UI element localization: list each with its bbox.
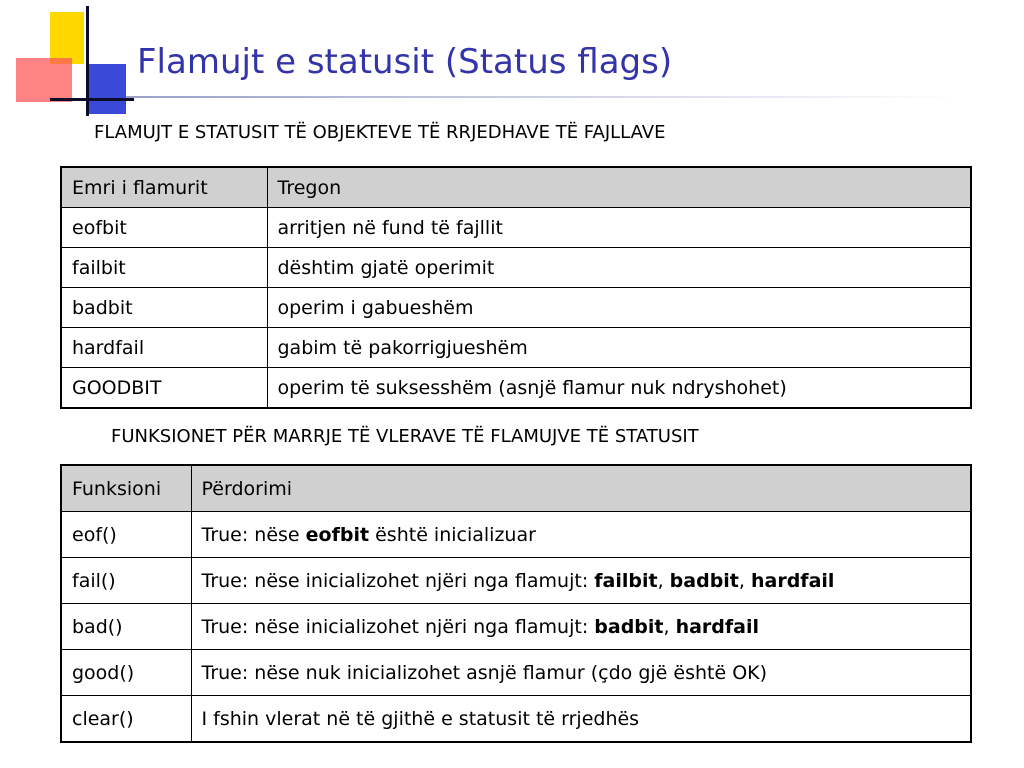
logo-red-square [16, 58, 72, 102]
table-row [61, 650, 971, 696]
table-row [61, 696, 971, 743]
usage-text: True: nëse inicializohet njëri nga flamujt: [201, 615, 595, 638]
column-header: Emri i flamurit [61, 167, 267, 208]
function-name-cell: eof() [61, 512, 191, 558]
flag-name-cell: failbit [61, 248, 267, 288]
flag-meaning-cell: gabim të pakorrigjueshëm [267, 328, 971, 368]
flag-meaning-cell: operim i gabueshëm [267, 288, 971, 328]
usage-flag-bold: hardfail [675, 615, 760, 638]
logo-horizontal-line [50, 98, 134, 101]
usage-separator: , [738, 569, 751, 592]
flag-name-cell: badbit [61, 288, 267, 328]
flags-table [60, 166, 972, 409]
table-header-row [61, 465, 971, 512]
logo-yellow-square [50, 12, 84, 64]
usage-flag-bold: badbit [594, 615, 664, 638]
flag-meaning-cell: operim të suksesshëm (asnjë flamur nuk ndryshohet) [267, 368, 971, 409]
usage-text: True: nëse inicializohet njëri nga flamujt: [201, 569, 595, 592]
function-name-cell: clear() [61, 696, 191, 743]
usage-text: I fshin vlerat në të gjithë e statusit të rrjedhës [201, 707, 640, 730]
slide-title: Flamujt e statusit (Status flags) [137, 42, 673, 82]
table-row [61, 512, 971, 558]
flags-table-caption: FLAMUJT E STATUSIT TË OBJEKTEVE TË RRJEDHAVE TË FAJLLAVE [94, 122, 666, 143]
functions-table-caption: FUNKSIONET PËR MARRJE TË VLERAVE TË FLAMUJVE TË STATUSIT [111, 426, 699, 447]
function-name-cell: good() [61, 650, 191, 696]
usage-separator: , [657, 569, 670, 592]
flag-name-cell: hardfail [61, 328, 267, 368]
usage-flag-bold: badbit [669, 569, 739, 592]
column-header: Tregon [267, 167, 971, 208]
column-header: Përdorimi [191, 465, 971, 512]
table-row [61, 604, 971, 650]
logo-blue-square [86, 64, 126, 114]
function-usage-cell [191, 558, 971, 604]
function-name-cell: fail() [61, 558, 191, 604]
table-row [61, 328, 971, 368]
function-usage-cell [191, 604, 971, 650]
table-row [61, 288, 971, 328]
function-name-cell: bad() [61, 604, 191, 650]
function-usage-cell [191, 696, 971, 743]
table-row [61, 208, 971, 248]
usage-flag-bold: hardfail [750, 569, 835, 592]
flag-meaning-cell: arritjen në fund të fajllit [267, 208, 971, 248]
table-row [61, 248, 971, 288]
usage-text: True: nëse nuk inicializohet asnjë flamur (çdo gjë është OK) [201, 661, 768, 684]
flag-name-cell: eofbit [61, 208, 267, 248]
usage-flag-bold: eofbit [305, 523, 370, 546]
usage-flag-bold: failbit [594, 569, 658, 592]
table-row [61, 558, 971, 604]
table-header-row [61, 167, 971, 208]
flag-name-cell: GOODBIT [61, 368, 267, 409]
table-row [61, 368, 971, 409]
functions-table [60, 464, 972, 743]
flag-meaning-cell: dështim gjatë operimit [267, 248, 971, 288]
function-usage-cell [191, 512, 971, 558]
usage-text: True: nëse [201, 523, 306, 546]
usage-text-tail: është inicializuar [369, 523, 536, 546]
title-divider [126, 96, 956, 98]
function-usage-cell [191, 650, 971, 696]
usage-separator: , [663, 615, 676, 638]
column-header: Funksioni [61, 465, 191, 512]
